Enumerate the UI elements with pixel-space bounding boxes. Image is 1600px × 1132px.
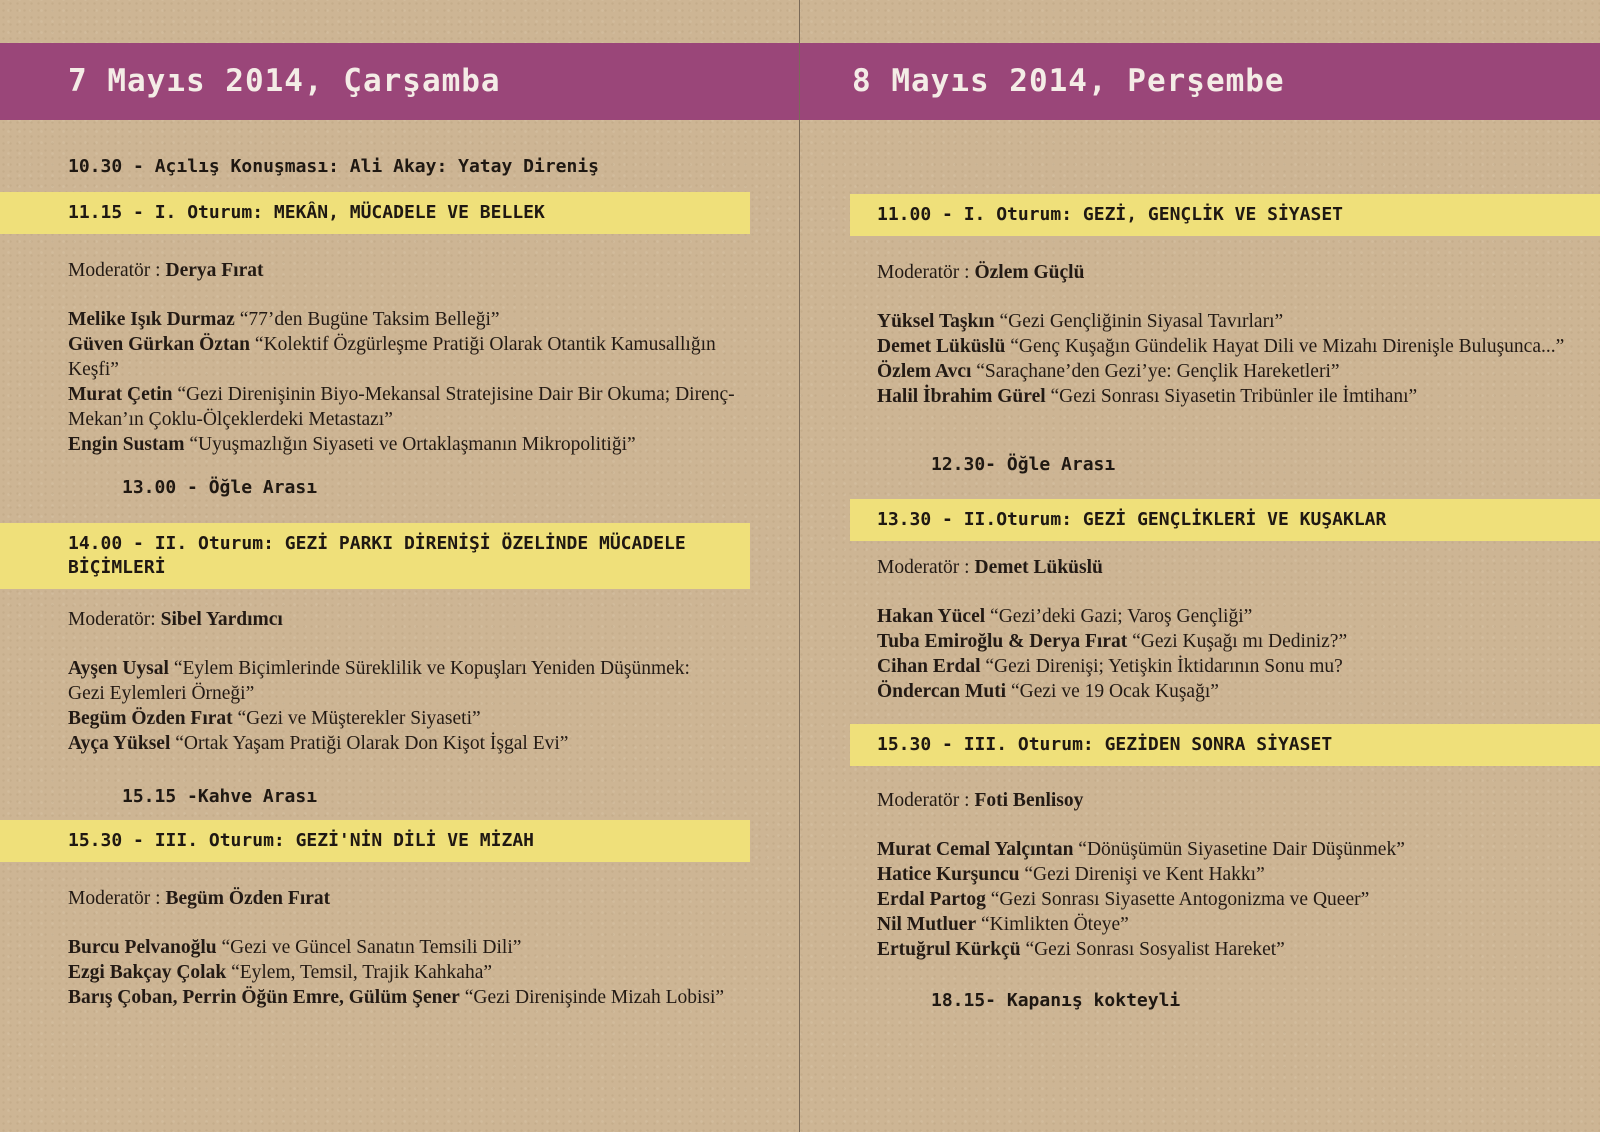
talk-item — [877, 887, 1567, 912]
talk-item — [877, 309, 1567, 334]
talk-title: “Kimlikten Öteye” — [980, 914, 1129, 935]
talk-title: “Dönüşümün Siyasetine Dair Düşünmek” — [1078, 839, 1405, 860]
day2-session3-talks — [877, 837, 1567, 962]
talk-item — [68, 432, 758, 457]
speaker-name: Melike Işık Durmaz — [68, 309, 235, 330]
talk-title: “Gezi Direnişinin Biyo-Mekansal Stratejisine Dair Bir Okuma; Direnç-Mekan’ın Çoklu-Ölçeklerdeki Metastazı” — [68, 384, 735, 430]
speaker-name: Güven Gürkan Öztan — [68, 334, 251, 355]
speaker-name: Öndercan Muti — [877, 681, 1007, 702]
talk-item — [877, 679, 1567, 704]
talk-item — [877, 629, 1567, 654]
talk-item — [68, 307, 758, 332]
speaker-name: Özlem Avcı — [877, 361, 972, 382]
moderator-label: Moderatör : — [68, 260, 161, 281]
day1-session1-talks — [68, 307, 758, 457]
day1-session3-moderator — [68, 886, 330, 911]
talk-item — [877, 862, 1567, 887]
talk-title: “Kolektif Özgürleşme Pratiği Olarak Otantik Kamusallığın Keşfi” — [68, 334, 716, 380]
day1-session3-header: 15.30 - III. Oturum: GEZİ'NİN DİLİ VE MİZAH — [0, 820, 750, 862]
talk-title: “Gezi Sonrası Siyasetin Tribünler ile İmtihanı” — [1050, 386, 1418, 407]
day2-session1-header: 11.00 - I. Oturum: GEZİ, GENÇLİK VE SİYASET — [850, 194, 1600, 236]
moderator-label: Moderatör : — [877, 790, 970, 811]
day1-session2-header: 14.00 - II. Oturum: GEZİ PARKI DİRENİŞİ ÖZELİNDE MÜCADELE BİÇİMLERİ — [0, 523, 750, 589]
talk-item — [68, 985, 728, 1010]
talk-title: “Eylem Biçimlerinde Süreklilik ve Kopuşları Yeniden Düşünmek: Gezi Eylemleri Örneği” — [68, 658, 690, 704]
day1-date-title: 7 Mayıs 2014, Çarşamba — [68, 63, 501, 99]
speaker-name: Tuba Emiroğlu & Derya Fırat — [877, 631, 1128, 652]
talk-title: “Ortak Yaşam Pratiği Olarak Don Kişot İşgal Evi” — [175, 733, 569, 754]
speaker-name: Demet Lüküslü — [877, 336, 1006, 357]
day2-session1-talks — [877, 309, 1567, 409]
speaker-name: Barış Çoban, Perrin Öğün Emre, Gülüm Şener — [68, 987, 460, 1008]
moderator-name: Begüm Özden Fırat — [165, 888, 331, 909]
page-fold-line — [799, 0, 800, 1132]
day2-lunch-break: 12.30- Öğle Arası — [931, 454, 1116, 475]
speaker-name: Hakan Yücel — [877, 606, 986, 627]
talk-item — [68, 332, 758, 382]
day2-session2-header: 13.30 - II.Oturum: GEZİ GENÇLİKLERİ VE KUŞAKLAR — [850, 499, 1600, 541]
talk-item — [877, 937, 1567, 962]
day1-session3-talks — [68, 935, 728, 1010]
speaker-name: Ayça Yüksel — [68, 733, 171, 754]
talk-title: “Gezi Sonrası Siyasette Antogonizma ve Queer” — [990, 889, 1370, 910]
moderator-name: Sibel Yardımcı — [160, 609, 283, 630]
day2-session3-moderator — [877, 788, 1083, 813]
talk-item — [877, 654, 1567, 679]
talk-title: “Gezi’deki Gazi; Varoş Gençliği” — [990, 606, 1253, 627]
talk-item — [68, 706, 708, 731]
day1-lunch-break: 13.00 - Öğle Arası — [122, 477, 318, 498]
talk-title: “Gezi Direnişi; Yetişkin İktidarının Sonu mu? — [985, 656, 1343, 677]
talk-title: “Gezi Gençliğinin Siyasal Tavırları” — [999, 311, 1284, 332]
talk-item — [68, 656, 708, 706]
talk-item — [877, 912, 1567, 937]
talk-title: “Gezi Kuşağı mı Dediniz?” — [1132, 631, 1348, 652]
speaker-name: Ayşen Uysal — [68, 658, 169, 679]
talk-title: “Gezi ve Güncel Sanatın Temsili Dili” — [221, 937, 522, 958]
day1-session1-header: 11.15 - I. Oturum: MEKÂN, MÜCADELE VE BELLEK — [0, 192, 750, 234]
moderator-label: Moderatör : — [68, 888, 161, 909]
talk-title: “Gezi Direnişinde Mizah Lobisi” — [464, 987, 725, 1008]
day1-header-band — [0, 43, 799, 120]
moderator-name: Demet Lüküslü — [974, 557, 1103, 578]
moderator-label: Moderatör : — [877, 557, 970, 578]
speaker-name: Burcu Pelvanoğlu — [68, 937, 217, 958]
talk-item — [877, 837, 1567, 862]
talk-title: “77’den Bugüne Taksim Belleği” — [239, 309, 500, 330]
talk-title: “Eylem, Temsil, Trajik Kahkaha” — [231, 962, 492, 983]
speaker-name: Halil İbrahim Gürel — [877, 386, 1046, 407]
speaker-name: Erdal Partog — [877, 889, 986, 910]
day2-closing-cocktail: 18.15- Kapanış kokteyli — [931, 990, 1181, 1011]
day1-session2-talks — [68, 656, 708, 756]
talk-item — [68, 935, 728, 960]
talk-title: “Saraçhane’den Gezi’ye: Gençlik Hareketleri” — [976, 361, 1340, 382]
speaker-name: Yüksel Taşkın — [877, 311, 995, 332]
day1-session1-moderator — [68, 258, 263, 283]
talk-title: “Gezi Direnişi ve Kent Hakkı” — [1024, 864, 1265, 885]
speaker-name: Begüm Özden Fırat — [68, 708, 233, 729]
talk-title: “Gezi Sonrası Sosyalist Hareket” — [1025, 939, 1285, 960]
talk-title: “Gezi ve 19 Ocak Kuşağı” — [1010, 681, 1219, 702]
day2-session2-moderator — [877, 555, 1103, 580]
talk-item — [877, 384, 1567, 409]
day2-date-title: 8 Mayıs 2014, Perşembe — [852, 63, 1285, 99]
day2-header-band — [800, 43, 1600, 120]
talk-title: “Genç Kuşağın Gündelik Hayat Dili ve Mizahı Direnişle Buluşunca...” — [1010, 336, 1565, 357]
talk-item — [877, 604, 1567, 629]
day1-coffee-break: 15.15 -Kahve Arası — [122, 786, 318, 807]
day1-session2-moderator — [68, 607, 283, 632]
moderator-name: Derya Fırat — [165, 260, 264, 281]
talk-item — [877, 359, 1567, 384]
speaker-name: Ezgi Bakçay Çolak — [68, 962, 227, 983]
talk-item — [68, 382, 758, 432]
speaker-name: Ertuğrul Kürkçü — [877, 939, 1021, 960]
speaker-name: Engin Sustam — [68, 434, 185, 455]
speaker-name: Murat Çetin — [68, 384, 173, 405]
opening-speech: 10.30 - Açılış Konuşması: Ali Akay: Yatay Direniş — [68, 156, 600, 177]
speaker-name: Nil Mutluer — [877, 914, 977, 935]
moderator-label: Moderatör : — [877, 262, 970, 283]
day2-session2-talks — [877, 604, 1567, 704]
talk-title: “Gezi ve Müşterekler Siyaseti” — [237, 708, 481, 729]
speaker-name: Hatice Kurşuncu — [877, 864, 1020, 885]
talk-title: “Uyuşmazlığın Siyaseti ve Ortaklaşmanın Mikropolitiği” — [189, 434, 636, 455]
day2-session1-moderator — [877, 260, 1084, 285]
talk-item — [68, 960, 728, 985]
speaker-name: Murat Cemal Yalçıntan — [877, 839, 1074, 860]
moderator-name: Özlem Güçlü — [974, 262, 1085, 283]
speaker-name: Cihan Erdal — [877, 656, 981, 677]
day2-session3-header: 15.30 - III. Oturum: GEZİDEN SONRA SİYASET — [850, 724, 1600, 766]
moderator-name: Foti Benlisoy — [974, 790, 1084, 811]
talk-item — [68, 731, 708, 756]
moderator-label: Moderatör: — [68, 609, 156, 630]
talk-item — [877, 334, 1567, 359]
